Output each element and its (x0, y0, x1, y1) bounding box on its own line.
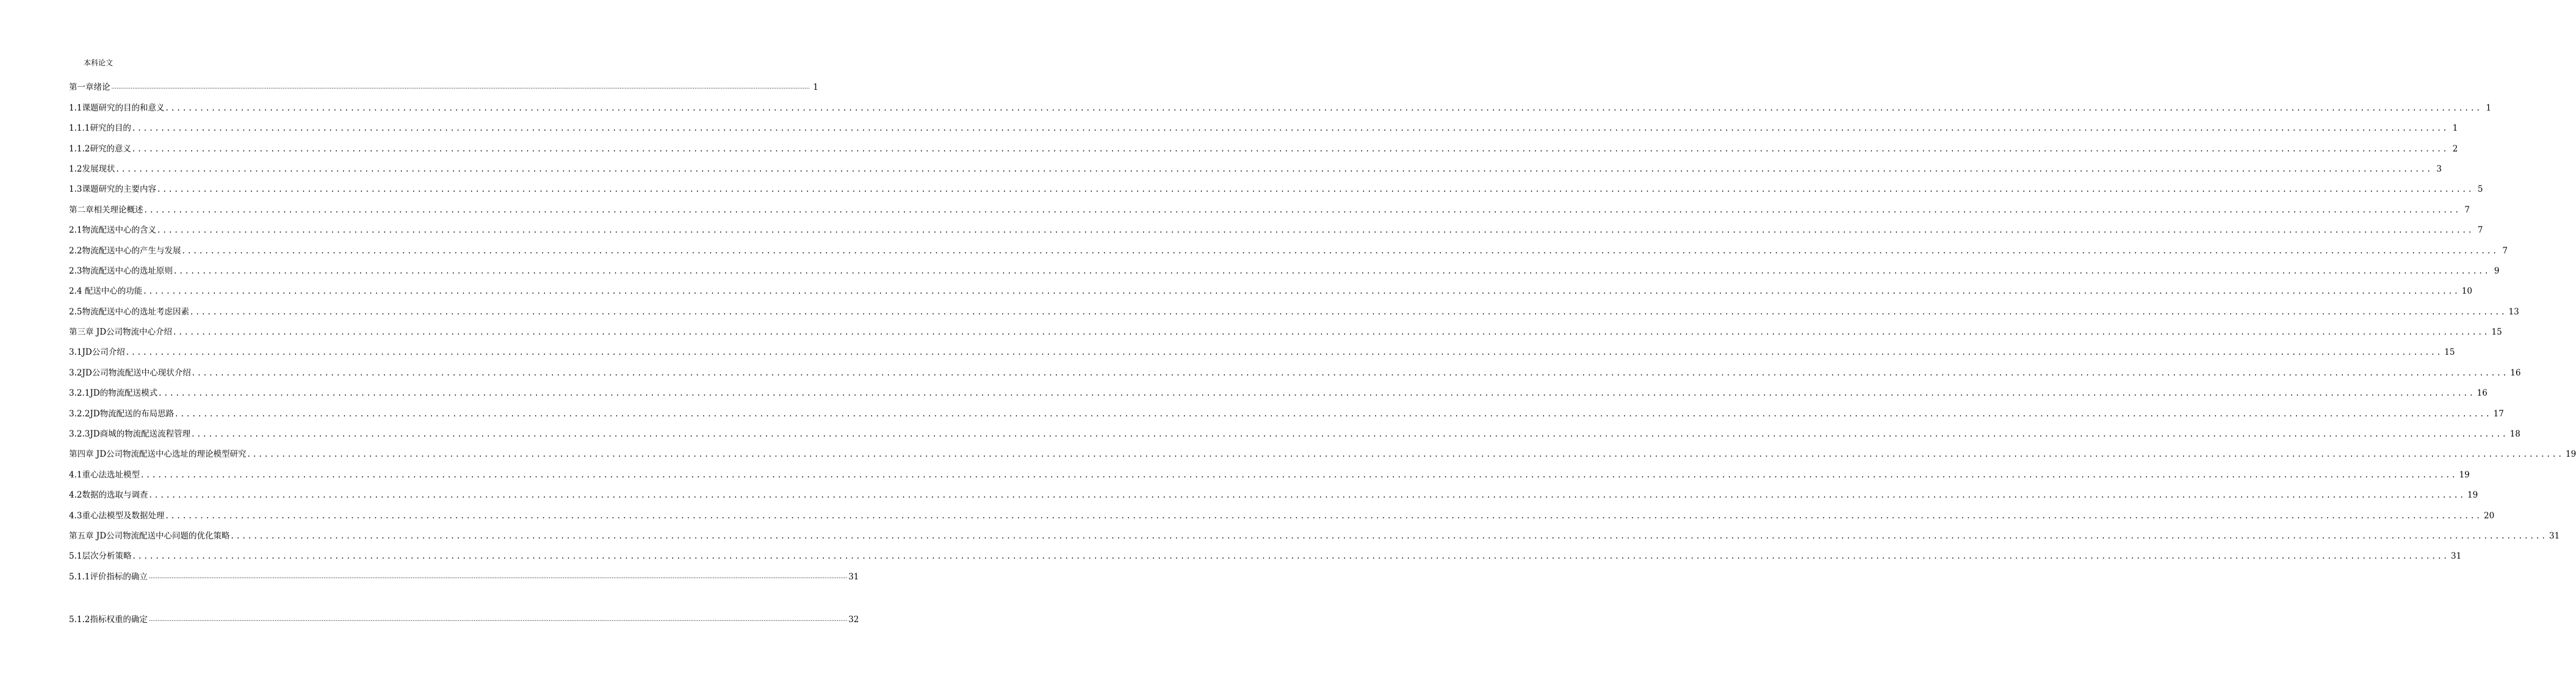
toc-entry[interactable] (69, 317, 2502, 338)
toc-entry-leader: ................................................................................................................................................................................................................................................................................................................................................................................................................ (157, 184, 2475, 195)
toc-entry-leader: ................................................................................................................................................................................................................................................................................................................................................................................................................ (231, 531, 2549, 541)
table-of-contents (69, 72, 2576, 625)
toc-entry-page-number: 1 (2452, 123, 2458, 134)
toc-entry-title: 2.1物流配送中心的含义 (69, 225, 156, 236)
toc-entry-leader: ................................................................................................................................................................................................................................................................................................................................................................................................................ (126, 347, 2444, 358)
toc-entry[interactable] (69, 113, 2458, 134)
toc-entry-leader: ................................................................................................................................................................................................................................................................................................................................................................................................................ (175, 408, 2492, 419)
toc-entry[interactable] (69, 378, 2488, 399)
toc-entry-leader: ................................................................................................................................................................................................................................................................................................................................................................................................................ (192, 429, 2509, 440)
toc-entry-page-number: 16 (2510, 368, 2521, 378)
toc-entry-page-number: 1 (2486, 103, 2491, 113)
toc-entry[interactable] (69, 459, 2470, 480)
toc-entry-page-number: 5 (2477, 184, 2483, 195)
toc-entry[interactable] (69, 604, 859, 625)
toc-entry-leader: ................................................................................................................................................................................................................................................................................................................................................................................................................ (132, 143, 2450, 154)
toc-entry-page-number: 2 (2452, 143, 2458, 154)
toc-entry-title: 4.3重心法模型及数据处理 (69, 510, 165, 521)
toc-entry-leader: ................................................................................................................................................................................................................................................................................................................................................................................................................ (149, 490, 2466, 501)
toc-entry-leader: ................................................................................................................................................................................................................................................................................................................................................................................................................ (192, 368, 2509, 378)
toc-entry-page-number: 32 (848, 615, 859, 625)
toc-entry-title: 1.1课题研究的目的和意义 (69, 103, 165, 113)
toc-entry[interactable] (69, 154, 2442, 174)
toc-entry[interactable] (69, 357, 2521, 378)
toc-entry-page-number: 19 (2566, 449, 2576, 460)
toc-entry[interactable] (69, 419, 2520, 440)
toc-entry-title: 1.1.1研究的目的 (69, 123, 131, 134)
toc-entry-page-number: 10 (2461, 286, 2472, 297)
toc-entry[interactable] (69, 276, 2472, 297)
toc-entry-leader: ................................................................................................................................................................................................................................................................................................................................................................................................................ (132, 123, 2450, 134)
toc-entry-leader: ................................................................................................................................................................................................................................................................................................................................................................................................................ (173, 327, 2491, 338)
toc-entry[interactable] (69, 561, 859, 582)
toc-entry-page-number: 19 (2459, 469, 2470, 480)
toc-entry[interactable] (69, 72, 818, 93)
toc-entry-leader: ................................................................................................................................................................................................................................................................................................................................................................................................................ (182, 245, 2499, 256)
toc-entry-leader: ................................................................................................................................................................................................................................................................................................................................................................................................................ (165, 510, 2483, 521)
toc-entry[interactable] (69, 398, 2504, 419)
toc-entry[interactable] (69, 521, 2560, 541)
toc-entry-page-number: 7 (2502, 245, 2508, 256)
toc-entry-leader: ................................................................................................................................................................................................................................................................................................................................................................................................................ (140, 469, 2458, 480)
toc-entry-title: 5.1层次分析策略 (69, 551, 132, 562)
toc-entry-title: 1.2发展现状 (69, 164, 115, 174)
toc-entry-title: 1.1.2研究的意义 (69, 143, 131, 154)
toc-entry-title: 4.1重心法选址模型 (69, 469, 140, 480)
toc-entry-title: 第二章相关理论概述 (69, 205, 143, 215)
toc-entry[interactable] (69, 174, 2483, 195)
toc-entry-page-number: 13 (2508, 306, 2519, 317)
toc-entry-title: 2.5物流配送中心的选址考虑因素 (69, 306, 189, 317)
toc-entry-title: 1.3课题研究的主要内容 (69, 184, 156, 195)
toc-entry-page-number: 31 (2549, 531, 2560, 541)
toc-entry[interactable] (69, 256, 2500, 276)
toc-entry[interactable] (69, 439, 2576, 460)
toc-entry-page-number: 31 (848, 571, 859, 582)
toc-entry-title: 第五章 JD公司物流配送中心问题的优化策略 (69, 531, 230, 541)
toc-entry-leader: ................................................................................................................................................................................................................................................................................................................................................................................................................ (148, 617, 848, 623)
toc-entry-leader: ................................................................................................................................................................................................................................................................................................................................................................................................................ (165, 103, 2483, 113)
toc-entry-leader: ................................................................................................................................................................................................................................................................................................................................................................................................................ (132, 551, 2450, 562)
toc-entry-page-number: 16 (2477, 388, 2488, 399)
toc-entry-title: 2.2物流配送中心的产生与发展 (69, 245, 181, 256)
toc-entry[interactable] (69, 92, 2491, 113)
toc-entry-title: 3.2.1JD的物流配送模式 (69, 388, 158, 399)
toc-entry-page-number: 3 (2436, 164, 2442, 174)
toc-entry-title: 2.4 配送中心的功能 (69, 286, 143, 297)
toc-entry-title: 3.2.2JD物流配送的布局思路 (69, 408, 175, 419)
toc-entry-leader: ................................................................................................................................................................................................................................................................................................................................................................................................................ (148, 573, 848, 580)
toc-entry-leader: ................................................................................................................................................................................................................................................................................................................................................................................................................ (190, 306, 2508, 317)
toc-entry-title: 5.1.1评价指标的确立 (69, 571, 148, 582)
toc-entry[interactable] (69, 541, 2462, 562)
toc-entry-page-number: 18 (2509, 429, 2520, 440)
toc-entry-title: 第四章 JD公司物流配送中心选址的理论模型研究 (69, 449, 247, 460)
toc-entry-page-number: 31 (2451, 551, 2462, 562)
toc-entry-title: 第三章 JD公司物流中心介绍 (69, 327, 173, 338)
toc-entry-page-number: 15 (2444, 347, 2455, 358)
toc-entry-page-number: 19 (2467, 490, 2478, 501)
toc-entry-page-number: 17 (2493, 408, 2504, 419)
toc-entry[interactable] (69, 480, 2478, 501)
toc-entry-title: 3.2JD公司物流配送中心现状介绍 (69, 368, 191, 378)
toc-entry-title: 4.2数据的选取与调查 (69, 490, 148, 501)
toc-entry[interactable] (69, 337, 2455, 358)
toc-entry[interactable] (69, 500, 2495, 521)
toc-entry-page-number: 20 (2484, 510, 2495, 521)
toc-entry-leader: ................................................................................................................................................................................................................................................................................................................................................................................................................ (144, 205, 2462, 215)
toc-entry[interactable] (69, 235, 2508, 256)
toc-entry-title: 2.3物流配送中心的选址原则 (69, 266, 173, 276)
toc-entry-leader: ................................................................................................................................................................................................................................................................................................................................................................................................................ (157, 225, 2475, 236)
toc-entry[interactable] (69, 194, 2470, 215)
toc-entry[interactable] (69, 296, 2519, 317)
toc-entry[interactable] (69, 215, 2483, 236)
toc-entry-title: 第一章绪论 (69, 82, 110, 93)
page-header: 本科论文 (84, 59, 114, 67)
toc-entry-page-number: 9 (2494, 266, 2500, 276)
toc-entry-leader: ................................................................................................................................................................................................................................................................................................................................................................................................................ (159, 388, 2476, 399)
toc-entry-leader: ................................................................................................................................................................................................................................................................................................................................................................................................................ (143, 286, 2461, 297)
toc-entry-page-number: 15 (2491, 327, 2502, 338)
toc-entry-leader: ................................................................................................................................................................................................................................................................................................................................................................................................................ (247, 449, 2565, 460)
toc-entry-title: 3.2.3JD商城的物流配送流程管理 (69, 429, 191, 440)
toc-entry-leader: ................................................................................................................................................................................................................................................................................................................................................................................................................ (116, 164, 2433, 174)
toc-entry-title: 5.1.2指标权重的确定 (69, 615, 148, 625)
toc-entry-leader: ................................................................................................................................................................................................................................................................................................................................................................................................................ (173, 266, 2491, 276)
toc-entry-leader: ................................................................................................................................................................................................................................................................................................................................................................................................................ (111, 84, 810, 91)
toc-entry-page-number: 7 (2477, 225, 2483, 236)
toc-entry-title: 3.1JD公司介绍 (69, 347, 125, 358)
toc-entry[interactable] (69, 133, 2458, 154)
toc-entry-page-number: 7 (2464, 205, 2470, 215)
toc-entry-page-number: 1 (813, 82, 818, 93)
